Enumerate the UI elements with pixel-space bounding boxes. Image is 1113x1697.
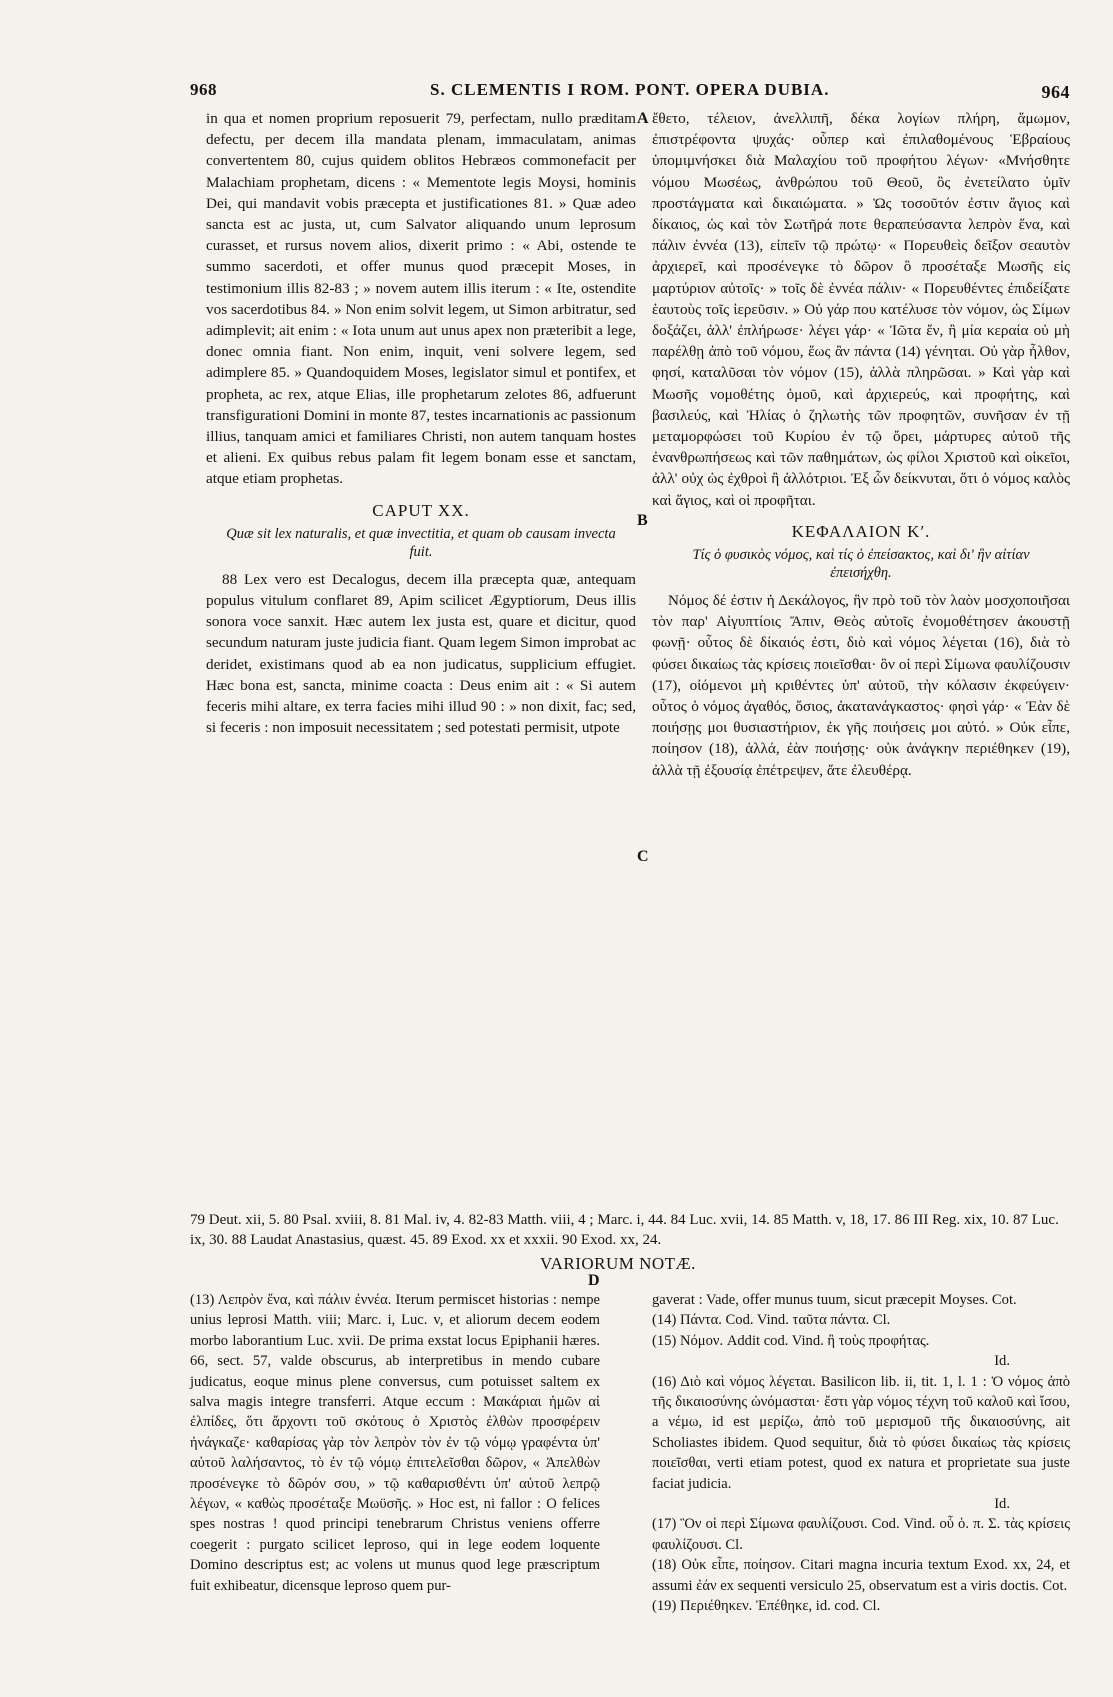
variorum-note-16: (16) Διὸ καὶ νόμος λέγεται. Basilicon lib. ii, tit. 1, l. 1 : Ὁ νόμος ἀπὸ τῆς δικαιοσύνης ὠνόμασται· ἔστι γὰρ νόμος τέχνη τοῦ καλοῦ καὶ ἴσου, a νέμω, id est μερίζω, ἀπὸ τοῦ μερισμοῦ τῆς δικαιοσύνης, ait Scholiastes ibidem. Quod sequitur, διὰ τὸ φύσει δικαίως τὰς κρίσεις ποιεῖσθαι, verti etiam potest, quod ex natura et proprietate sua juste faciat judicia. — [652, 1373, 1070, 1492]
margin-letter-c: C — [637, 848, 649, 865]
variorum-note-15: (15) Νόμον. Addit cod. Vind. ἢ τοὺς προφήτας. — [652, 1332, 930, 1349]
latin-paragraph-2: 88 Lex vero est Decalogus, decem illa præcepta quæ, antequam populus vitulum conflaret 89, Apim scilicet Ægyptiorum, Deus illis sonora voce sanxit. Hæc autem lex justa est, quare et dicitur, quod secundum naturam juste judicia fiant. Quam legem Simon improbat ac deridet, existimans quod ab ea non judicatus, supplicium effugiet. Hæc bona est, sancta, minime coacta : Deus enim ait : « Si autem feceris mihi altare, ex terra facies mihi illud 90 : » non dixit, fac; sed, si feceris : non imposuit necessitatem ; sed potestati permisit, utpote — [206, 570, 636, 737]
variorum-note-17: (17) Ὃν οἱ περὶ Σίμωνα φαυλίζουσι. Cod. Vind. οὗ ὁ. π. Σ. τὰς κρίσεις φαυλίζουσι. Cl. — [652, 1516, 1070, 1553]
variorum-left-column — [190, 1290, 600, 1596]
latin-chapter-subtitle: Quæ sit lex naturalis, et quæ invectitia, et quam ob causam invecta fuit. — [226, 525, 616, 560]
latin-chapter-heading: CAPUT XX. — [372, 500, 470, 520]
greek-paragraph-2: Νόμος δέ ἐστιν ἡ Δεκάλογος, ἣν πρὸ τοῦ τὸν λαὸν μοσχοποιῆσαι τὸν παρ' Αἰγυπτίοις Ἄπιν, Θεὸς αὐτοῖς ἐνομοθέτησεν ἀκουστῇ φωνῇ· οὗτος δὲ δίκαιός ἐστι, διὸ καὶ νόμος λέγεται (16), διὰ τὸ φύσει δικαίως τὰς κρίσεις ποιεῖσθαι· ὃν οἱ περὶ Σίμωνα φαυλίζουσιν (17), οἰόμενοι μὴ κριθέντες ὑπ' αὐτοῦ, τὴν κόλασιν ἐκφεύγειν· οὗτος ὁ νόμος ἀγαθός, ὅσιος, ἀκατανάγκαστος· φησὶ γάρ· « Ἐὰν δὲ ποιήσῃς μοι θυσιαστήριον, ἐκ γῆς ποιήσεις μοι αὐτό. » Οὐκ εἶπε, ποίησον (18), ἀλλά, ἐὰν ποιήσῃς· οὐκ ἀνάγκην περιέθηκεν (19), ἀλλὰ τῇ ἐξουσίᾳ ἐπέτρεψεν, ἅτε ἐλευθέρᾳ. — [652, 592, 1070, 779]
running-title: S. CLEMENTIS I ROM. PONT. OPERA DUBIA. — [430, 80, 830, 99]
footnote-references: 79 Deut. xii, 5. 80 Psal. xviii, 8. 81 Mal. iv, 4. 82-83 Matth. viii, 4 ; Marc. i, 44. 84 Luc. xvii, 14. 85 Matth. v, 18, 17. 86 III Reg. xix, 10. 87 Luc. ix, 30. 88 Laudat Anastasius, quæst. 45. 89 Exod. xx et xxxii. 90 Exod. xx, 24. — [190, 1212, 1059, 1248]
margin-letter-b: B — [637, 512, 648, 529]
greek-chapter-heading: ΚΕΦΑΛΑΙΟΝ Κʹ. — [791, 521, 931, 541]
greek-column — [652, 108, 1070, 781]
variorum-note-13-cont: gaverat : Vade, offer munus tuum, sicut præcepit Moyses. Cot. — [652, 1292, 1017, 1308]
running-header — [190, 80, 1070, 106]
latin-column — [206, 108, 636, 738]
variorum-note-15-sig: Id. — [994, 1353, 1010, 1370]
page-number-right: 964 — [1041, 82, 1070, 102]
margin-letter-a: A — [637, 110, 649, 127]
variorum-note-16-sig: Id. — [994, 1496, 1010, 1513]
variorum-right-column — [652, 1290, 1070, 1617]
variorum-note-19: (19) Περιέθηκεν. Ἐπέθηκε, id. cod. Cl. — [652, 1598, 881, 1615]
footnotes — [190, 1210, 1070, 1250]
greek-chapter-subtitle: Τίς ὁ φυσικὸς νόμος, καὶ τίς ὁ ἐπείσακτος, καὶ δι' ἣν αἰτίαν ἐπεισήχθη. — [692, 547, 1030, 582]
variorum-note-18: (18) Οὐκ εἶπε, ποίησον. Citari magna incuria textum Exod. xx, 24, et assumi ἐάν ex sequenti versiculo 25, observatum est a viris doctis. Cot. — [652, 1557, 1070, 1594]
margin-letter-d: D — [588, 1272, 600, 1289]
variorum-note-14: (14) Πάντα. Cod. Vind. ταῦτα πάντα. Cl. — [652, 1312, 891, 1329]
greek-paragraph-1: ἔθετο, τέλειον, ἀνελλιπῆ, δέκα λογίων πλήρη, ἄμωμον, ἐπιστρέφοντα ψυχάς· οὗπερ καὶ ἐπιλαθομένους Ἑβραίους ὑπομιμνήσκει διὰ Μαλαχίου τοῦ προφήτου λέγων· «Μνήσθητε νόμου Μωσέως, ἀνθρώπου τοῦ Θεοῦ, ὃς ἐνετείλατο ὑμῖν προστάγματα καὶ δικαιώματα. » Ὡς τοσοῦτόν ἐστιν ἅγιος καὶ δίκαιος, ὡς καὶ τὸν Σωτῆρά ποτε θεραπεύσαντα λεπρὸν ἕνα, καὶ πάλιν ἐννέα (13), εἰπεῖν τῷ πρώτῳ· « Πορευθεὶς δεῖξον σεαυτὸν ἀρχιερεῖ, καὶ προσένεγκε τὸ δῶρον ὃ προσέταξε Μωσῆς εἰς μαρτύριον αὐτοῖς· » τοῖς δὲ ἐννέα πάλιν· « Πορευθέντες ἐπιδείξατε ἑαυτοὺς τοῖς ἱερεῦσιν. » Οὐ γάρ που κατέλυσε τὸν νόμον, ὡς Σίμων δοξάζει, ἀλλ' ἐπλήρωσε· λέγει γάρ· « Ἰῶτα ἕν, ἢ μία κεραία οὐ μὴ παρέλθῃ ἀπὸ τοῦ νόμου, ἕως ἂν πάντα (14) γένηται. Οὐ γὰρ ἦλθον, φησί, καταλῦσαι τὸν νόμον (15), ἀλλὰ πληρῶσαι. » Καὶ γὰρ καὶ Μωσῆς νομοθέτης ὁμοῦ, καὶ ἀρχιερεύς, καὶ προφήτης, καὶ βασιλεύς, καὶ Ἠλίας ὁ ζηλωτὴς τῶν προφητῶν, συνῆσαν ἐν τῇ μεταμορφώσει τοῦ Κυρίου ἐν τῷ ὄρει, μάρτυρες αὐτοῦ τῆς ἐνανθρωπήσεως καὶ τῶν παθημάτων, ὡς φίλοι Χριστοῦ καὶ οἰκεῖοι, ἀλλ' οὐχ ὡς ἐχθροὶ ἢ ἀλλότριοι. Ἐξ ὧν δείκνυται, ὅτι ὁ νόμος καλὸς καὶ ἅγιος, καὶ οἱ προφῆται. — [652, 110, 1070, 509]
page-number-left: 968 — [190, 80, 217, 99]
variorum-notes-title: VARIORUM NOTÆ. — [540, 1254, 696, 1273]
latin-paragraph-1: in qua et nomen proprium reposuerit 79, perfectam, nullo præditam defectu, per decem illa mandata plenam, immaculatam, animas convertentem 80, cujus quidem oblitos Hebræos commonefacit per Malachiam prophetam, dicens : « Mementote legis Moysi, hominis Dei, qui mandavit vobis præcepta et justificationes 81. » Quæ adeo sancta est ac justa, ut, cum Salvator aliquando unum leprosum curasset, et rursus novem alios, dixerit primo : « Abi, ostende te summo sacerdoti, et offer munus quod præcepit Moses, in testimonium illis 82-83 ; » novem autem illis iterum : « Ite, ostendite vos sacerdotibus 84. » Non enim solvit legem, ut Simon arbitratur, sed adimplevit; ait enim : « Iota unum aut unus apex non præteribit a lege, donec omnia fiant. Non enim, inquit, veni solvere legem, sed adimplere 85. » Quandoquidem Moses, legislator simul et pontifex, et propheta, ac rex, atque Elias, ille prophetarum zelotes 86, adfuerunt transfigurationi Domini in monte 87, testes incarnationis ac passionum illius, tanquam amici et familiares Christi, non autem tanquam hostes et alieni. Ex quibus rebus palam fit legem bonam esse et sanctam, atque etiam prophetas. — [206, 110, 636, 488]
variorum-note-13: (13) Λεπρὸν ἕνα, καὶ πάλιν ἐννέα. Iterum permiscet historias : nempe unius leprosi Matth. viii; Marc. i, Luc. v, et aliorum decem eodem morbo laborantium Luc. xvii. De prima exstat locus Epiphanii hæres. 66, sect. 57, valde obscurus, ab interpretibus in mendo cubare judicatus, eoque minus plene conversus, cum potuisset saltem ex salva magis integre transferri. Atque eccum : Μακάριαι ἡμῶν αἱ ἐλπίδες, ὅτι ἄρχοντι τοῦ σκότους ὁ Χριστὸς ἐλθὼν προσφέρειν ἠνάγκαζε· καθαρίσας γὰρ τὸν λεπρὸν τὸν ἐν τῷ νόμῳ γραφέντα ὑπ' αὐτοῦ λαλήσαντος, τὸ ἐν τῷ νόμῳ ἐπιτελεῖσθαι δῶρον, « Ἀπελθὼν προσένεγκε τὸ δῶρόν σου, » τῷ καθαρισθέντι ὑπ' αὐτοῦ λεπρῷ λέγων, « καθὼς προσέταξε Μωϋσῆς. » Hoc est, ni fallor : O felices spes nostras ! quod principi tenebrarum Christus veniens offerre coegerit : purgato scilicet leproso, qui in lege eodem loquente Domino descriptus est; ac volens ut munus quod lege præscriptum fuit exhibeatur, dicensque leproso quem pur- — [190, 1292, 600, 1594]
